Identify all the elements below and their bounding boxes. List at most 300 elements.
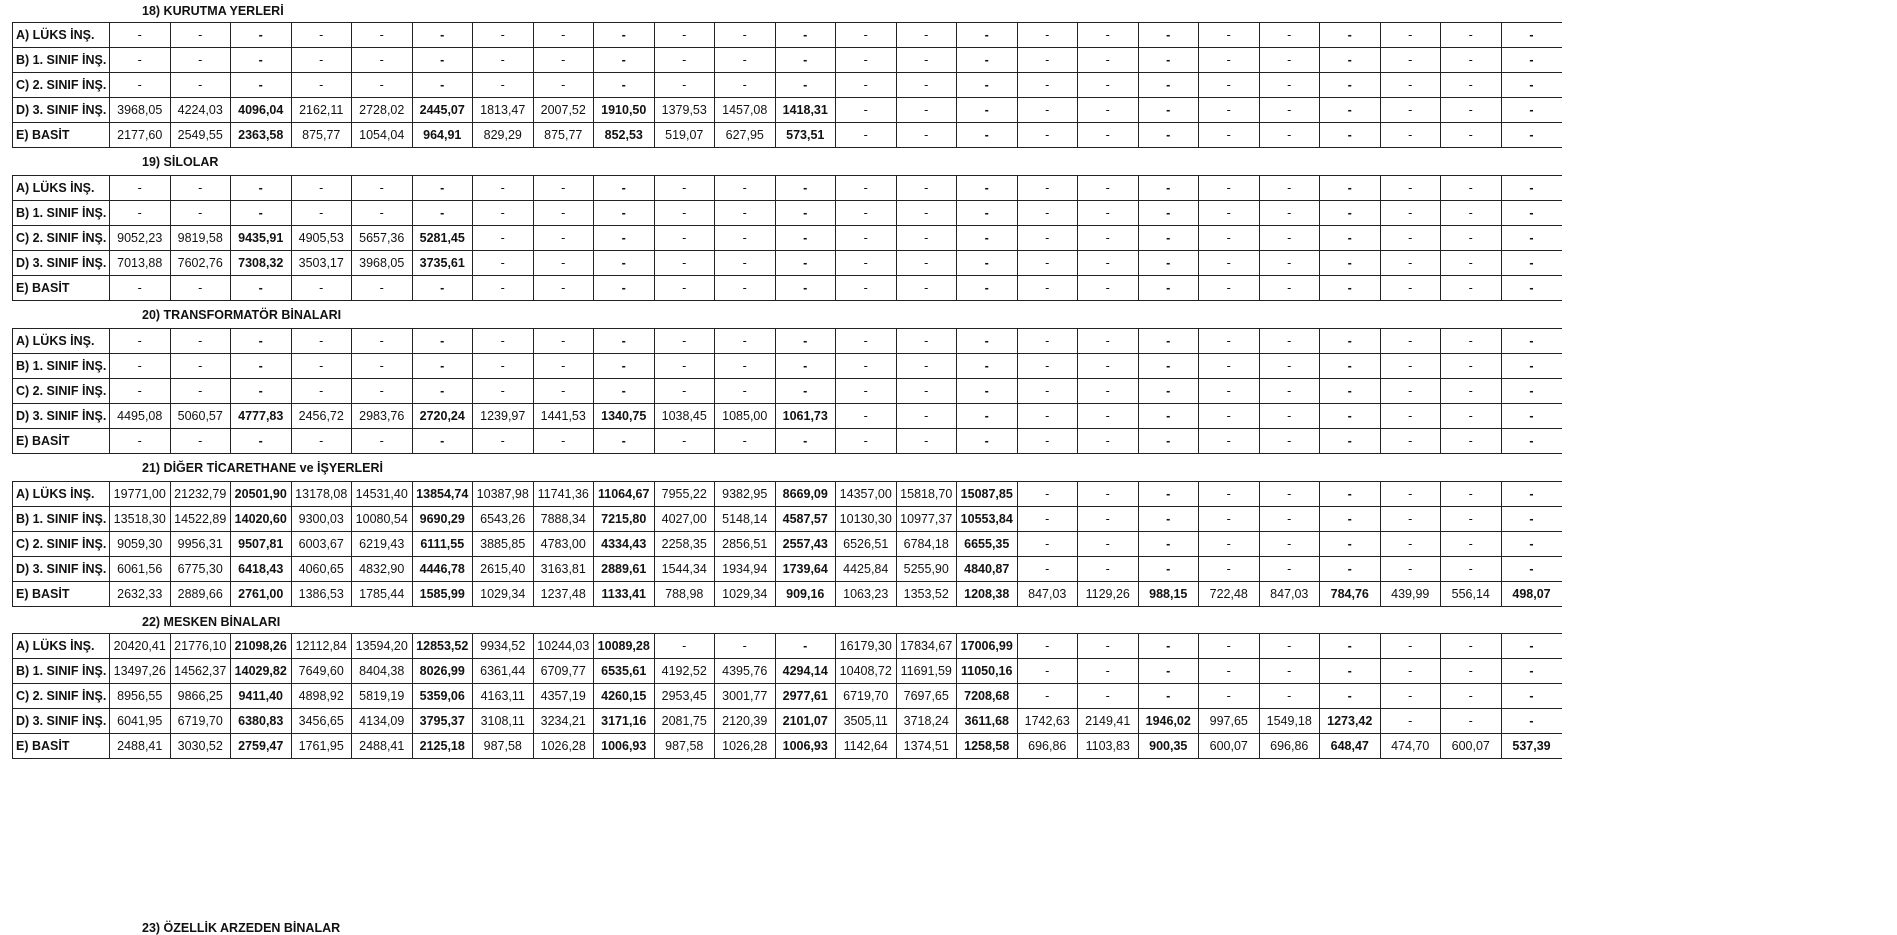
value-cell: -: [1501, 634, 1562, 659]
row-label: D) 3. SINIF İNŞ.: [13, 98, 110, 123]
value-cell: -: [1320, 557, 1381, 582]
value-cell: -: [291, 354, 352, 379]
value-cell: -: [1259, 507, 1320, 532]
value-cell: -: [896, 354, 957, 379]
value-cell: 788,98: [654, 582, 715, 607]
row-label: C) 2. SINIF İNŞ.: [13, 532, 110, 557]
value-cell: -: [1078, 684, 1139, 709]
value-cell: 1761,95: [291, 734, 352, 759]
value-cell: -: [473, 226, 534, 251]
value-cell: 12853,52: [412, 634, 473, 659]
value-cell: -: [1017, 532, 1078, 557]
value-cell: -: [1380, 659, 1441, 684]
value-cell: 3503,17: [291, 251, 352, 276]
value-cell: -: [654, 23, 715, 48]
value-cell: -: [1078, 176, 1139, 201]
value-cell: 11064,67: [594, 482, 655, 507]
value-cell: 3163,81: [533, 557, 594, 582]
value-cell: -: [896, 226, 957, 251]
value-cell: -: [957, 23, 1018, 48]
value-cell: -: [1138, 251, 1199, 276]
value-cell: 3108,11: [473, 709, 534, 734]
row-label: A) LÜKS İNŞ.: [13, 482, 110, 507]
value-cell: -: [1138, 429, 1199, 454]
value-cell: -: [1320, 379, 1381, 404]
value-cell: 2983,76: [352, 404, 413, 429]
value-cell: -: [775, 226, 836, 251]
value-cell: 4134,09: [352, 709, 413, 734]
value-cell: 1544,34: [654, 557, 715, 582]
value-cell: -: [1380, 379, 1441, 404]
value-cell: -: [1501, 379, 1562, 404]
value-cell: -: [1199, 532, 1260, 557]
value-cell: 600,07: [1441, 734, 1502, 759]
value-cell: 498,07: [1501, 582, 1562, 607]
value-cell: -: [896, 201, 957, 226]
value-cell: 3611,68: [957, 709, 1018, 734]
value-cell: -: [594, 276, 655, 301]
value-cell: -: [775, 48, 836, 73]
value-cell: -: [594, 251, 655, 276]
value-cell: 1353,52: [896, 582, 957, 607]
value-cell: 1103,83: [1078, 734, 1139, 759]
value-cell: -: [533, 429, 594, 454]
value-cell: -: [896, 276, 957, 301]
value-cell: -: [775, 276, 836, 301]
table-row: [13, 329, 1562, 354]
value-cell: -: [110, 73, 171, 98]
value-cell: 1379,53: [654, 98, 715, 123]
value-cell: -: [957, 329, 1018, 354]
value-cell: -: [896, 329, 957, 354]
table-row: [13, 176, 1562, 201]
value-cell: 6709,77: [533, 659, 594, 684]
value-cell: -: [1380, 226, 1441, 251]
value-cell: -: [1138, 48, 1199, 73]
value-cell: -: [412, 176, 473, 201]
value-cell: 7208,68: [957, 684, 1018, 709]
value-cell: 2953,45: [654, 684, 715, 709]
value-cell: -: [1320, 23, 1381, 48]
value-cell: 10130,30: [836, 507, 897, 532]
value-cell: 2549,55: [170, 123, 231, 148]
value-cell: -: [473, 354, 534, 379]
value-cell: -: [412, 48, 473, 73]
value-cell: -: [1017, 482, 1078, 507]
value-cell: -: [1380, 48, 1441, 73]
value-cell: 6535,61: [594, 659, 655, 684]
value-cell: 1129,26: [1078, 582, 1139, 607]
value-cell: -: [1199, 429, 1260, 454]
value-cell: 6655,35: [957, 532, 1018, 557]
row-label: D) 3. SINIF İNŞ.: [13, 404, 110, 429]
value-cell: 1585,99: [412, 582, 473, 607]
value-cell: -: [1320, 98, 1381, 123]
value-cell: 1386,53: [291, 582, 352, 607]
table-row: [13, 634, 1562, 659]
value-cell: -: [1320, 507, 1381, 532]
value-cell: 10977,37: [896, 507, 957, 532]
value-cell: -: [1501, 354, 1562, 379]
value-cell: -: [1078, 507, 1139, 532]
value-cell: -: [1017, 98, 1078, 123]
value-cell: -: [1380, 404, 1441, 429]
value-cell: -: [170, 429, 231, 454]
value-cell: 6775,30: [170, 557, 231, 582]
value-cell: 2557,43: [775, 532, 836, 557]
value-cell: -: [775, 251, 836, 276]
value-cell: 1418,31: [775, 98, 836, 123]
value-cell: -: [1501, 659, 1562, 684]
value-cell: 1038,45: [654, 404, 715, 429]
value-cell: -: [1259, 404, 1320, 429]
value-cell: 6719,70: [170, 709, 231, 734]
value-cell: -: [1320, 659, 1381, 684]
value-cell: -: [1078, 329, 1139, 354]
value-cell: 1549,18: [1259, 709, 1320, 734]
value-cell: -: [1199, 226, 1260, 251]
value-cell: -: [1078, 73, 1139, 98]
value-cell: -: [291, 429, 352, 454]
value-cell: 2149,41: [1078, 709, 1139, 734]
row-label: B) 1. SINIF İNŞ.: [13, 201, 110, 226]
value-cell: 1457,08: [715, 98, 776, 123]
value-cell: 987,58: [654, 734, 715, 759]
value-cell: 4060,65: [291, 557, 352, 582]
value-cell: 1237,48: [533, 582, 594, 607]
value-cell: -: [231, 201, 292, 226]
value-cell: -: [1017, 73, 1078, 98]
value-cell: -: [1441, 379, 1502, 404]
value-cell: -: [836, 201, 897, 226]
value-cell: -: [1078, 557, 1139, 582]
value-cell: -: [1017, 557, 1078, 582]
value-cell: 16179,30: [836, 634, 897, 659]
value-cell: -: [1380, 507, 1441, 532]
value-cell: -: [412, 201, 473, 226]
value-cell: 2081,75: [654, 709, 715, 734]
value-cell: 2456,72: [291, 404, 352, 429]
value-cell: -: [352, 429, 413, 454]
value-cell: -: [896, 176, 957, 201]
value-cell: 4495,08: [110, 404, 171, 429]
value-cell: -: [1078, 659, 1139, 684]
value-cell: -: [1380, 709, 1441, 734]
value-cell: -: [594, 201, 655, 226]
value-cell: -: [1259, 98, 1320, 123]
value-cell: -: [1441, 557, 1502, 582]
value-cell: -: [1380, 684, 1441, 709]
value-cell: -: [1441, 201, 1502, 226]
value-cell: -: [1199, 23, 1260, 48]
value-cell: -: [594, 73, 655, 98]
value-cell: -: [1138, 532, 1199, 557]
value-cell: -: [1078, 23, 1139, 48]
value-cell: 556,14: [1441, 582, 1502, 607]
value-cell: -: [1017, 176, 1078, 201]
value-cell: 7888,34: [533, 507, 594, 532]
value-cell: -: [473, 23, 534, 48]
value-cell: -: [775, 201, 836, 226]
value-cell: 1742,63: [1017, 709, 1078, 734]
value-cell: -: [412, 379, 473, 404]
value-cell: -: [1501, 709, 1562, 734]
value-cell: -: [1259, 659, 1320, 684]
value-cell: -: [1380, 354, 1441, 379]
value-cell: -: [957, 48, 1018, 73]
value-cell: -: [1199, 684, 1260, 709]
value-cell: 2258,35: [654, 532, 715, 557]
value-cell: 3735,61: [412, 251, 473, 276]
value-cell: -: [1017, 201, 1078, 226]
value-cell: -: [1320, 404, 1381, 429]
table-row: [13, 482, 1562, 507]
value-cell: -: [1501, 532, 1562, 557]
value-cell: -: [533, 226, 594, 251]
value-cell: 2856,51: [715, 532, 776, 557]
value-cell: -: [1138, 404, 1199, 429]
value-cell: 3968,05: [352, 251, 413, 276]
value-cell: -: [473, 429, 534, 454]
value-cell: -: [836, 329, 897, 354]
section-table: [12, 175, 1562, 301]
value-cell: 3885,85: [473, 532, 534, 557]
value-cell: -: [1441, 507, 1502, 532]
value-cell: -: [715, 23, 776, 48]
value-cell: 537,39: [1501, 734, 1562, 759]
value-cell: -: [110, 379, 171, 404]
value-cell: -: [1259, 354, 1320, 379]
table-row: [13, 201, 1562, 226]
value-cell: 7697,65: [896, 684, 957, 709]
value-cell: -: [533, 251, 594, 276]
value-cell: 6361,44: [473, 659, 534, 684]
value-cell: -: [1501, 48, 1562, 73]
value-cell: -: [1259, 23, 1320, 48]
table-row: [13, 23, 1562, 48]
value-cell: 2445,07: [412, 98, 473, 123]
table-row: [13, 226, 1562, 251]
value-cell: -: [1017, 354, 1078, 379]
section-table: [12, 633, 1562, 759]
value-cell: 1258,58: [957, 734, 1018, 759]
value-cell: -: [654, 48, 715, 73]
value-cell: -: [473, 201, 534, 226]
value-cell: -: [1199, 176, 1260, 201]
value-cell: -: [1199, 482, 1260, 507]
value-cell: -: [291, 329, 352, 354]
value-cell: -: [1259, 634, 1320, 659]
value-cell: 722,48: [1199, 582, 1260, 607]
value-cell: -: [291, 276, 352, 301]
value-cell: -: [836, 98, 897, 123]
value-cell: -: [715, 634, 776, 659]
value-cell: -: [473, 176, 534, 201]
value-cell: -: [1441, 634, 1502, 659]
table-row: [13, 684, 1562, 709]
value-cell: 1441,53: [533, 404, 594, 429]
value-cell: 1029,34: [715, 582, 776, 607]
value-cell: -: [715, 329, 776, 354]
value-cell: 4777,83: [231, 404, 292, 429]
value-cell: 875,77: [533, 123, 594, 148]
value-cell: -: [1320, 226, 1381, 251]
table-row: [13, 429, 1562, 454]
value-cell: -: [1199, 659, 1260, 684]
value-cell: -: [1320, 429, 1381, 454]
value-cell: -: [1380, 276, 1441, 301]
value-cell: -: [110, 176, 171, 201]
value-cell: -: [1199, 73, 1260, 98]
value-cell: -: [1199, 507, 1260, 532]
value-cell: 10387,98: [473, 482, 534, 507]
value-cell: -: [1320, 354, 1381, 379]
value-cell: -: [110, 354, 171, 379]
value-cell: -: [775, 379, 836, 404]
value-cell: -: [957, 201, 1018, 226]
value-cell: -: [1441, 709, 1502, 734]
value-cell: -: [957, 123, 1018, 148]
value-cell: -: [1138, 634, 1199, 659]
value-cell: -: [715, 226, 776, 251]
value-cell: -: [110, 48, 171, 73]
value-cell: 9956,31: [170, 532, 231, 557]
value-cell: -: [1078, 201, 1139, 226]
value-cell: -: [1441, 176, 1502, 201]
value-cell: -: [170, 379, 231, 404]
row-label: D) 3. SINIF İNŞ.: [13, 557, 110, 582]
value-cell: -: [352, 276, 413, 301]
value-cell: -: [231, 176, 292, 201]
section-title: 19) SİLOLAR: [142, 155, 219, 169]
row-label: B) 1. SINIF İNŞ.: [13, 48, 110, 73]
value-cell: 17006,99: [957, 634, 1018, 659]
section-title: 21) DİĞER TİCARETHANE ve İŞYERLERİ: [142, 461, 384, 475]
value-cell: -: [957, 251, 1018, 276]
table-row: [13, 659, 1562, 684]
value-cell: -: [1259, 684, 1320, 709]
value-cell: 2889,66: [170, 582, 231, 607]
value-cell: 847,03: [1017, 582, 1078, 607]
value-cell: 519,07: [654, 123, 715, 148]
value-cell: -: [836, 176, 897, 201]
value-cell: 11691,59: [896, 659, 957, 684]
value-cell: -: [594, 48, 655, 73]
value-cell: 2363,58: [231, 123, 292, 148]
value-cell: -: [1441, 659, 1502, 684]
value-cell: 573,51: [775, 123, 836, 148]
table-row: [13, 557, 1562, 582]
value-cell: -: [231, 379, 292, 404]
value-cell: -: [1441, 354, 1502, 379]
value-cell: -: [533, 354, 594, 379]
value-cell: -: [1441, 23, 1502, 48]
row-label: C) 2. SINIF İNŞ.: [13, 73, 110, 98]
value-cell: 900,35: [1138, 734, 1199, 759]
value-cell: 14531,40: [352, 482, 413, 507]
value-cell: 6061,56: [110, 557, 171, 582]
value-cell: 1340,75: [594, 404, 655, 429]
value-cell: 1006,93: [594, 734, 655, 759]
row-label: C) 2. SINIF İNŞ.: [13, 226, 110, 251]
row-label: E) BASİT: [13, 734, 110, 759]
value-cell: 875,77: [291, 123, 352, 148]
value-cell: 6719,70: [836, 684, 897, 709]
value-cell: 21776,10: [170, 634, 231, 659]
value-cell: -: [1138, 557, 1199, 582]
value-cell: 13178,08: [291, 482, 352, 507]
value-cell: -: [1441, 226, 1502, 251]
value-cell: -: [1017, 507, 1078, 532]
value-cell: -: [1441, 48, 1502, 73]
value-cell: -: [896, 23, 957, 48]
value-cell: -: [1199, 354, 1260, 379]
section-title-next: 23) ÖZELLİK ARZEDEN BİNALAR: [142, 921, 341, 935]
value-cell: -: [110, 329, 171, 354]
value-cell: 1239,97: [473, 404, 534, 429]
value-cell: 1061,73: [775, 404, 836, 429]
value-cell: -: [110, 201, 171, 226]
value-cell: 9382,95: [715, 482, 776, 507]
value-cell: -: [352, 354, 413, 379]
value-cell: 9690,29: [412, 507, 473, 532]
section-title: 18) KURUTMA YERLERİ: [142, 4, 284, 18]
value-cell: -: [594, 329, 655, 354]
value-cell: -: [896, 429, 957, 454]
value-cell: -: [775, 73, 836, 98]
value-cell: -: [896, 251, 957, 276]
table-row: [13, 276, 1562, 301]
value-cell: -: [1501, 507, 1562, 532]
value-cell: -: [352, 48, 413, 73]
value-cell: -: [715, 73, 776, 98]
value-cell: -: [1259, 329, 1320, 354]
value-cell: -: [412, 329, 473, 354]
value-cell: -: [170, 354, 231, 379]
value-cell: 2720,24: [412, 404, 473, 429]
value-cell: -: [1199, 404, 1260, 429]
row-label: D) 3. SINIF İNŞ.: [13, 709, 110, 734]
value-cell: -: [1017, 379, 1078, 404]
table-row: [13, 379, 1562, 404]
value-cell: -: [1501, 251, 1562, 276]
value-cell: 7602,76: [170, 251, 231, 276]
value-cell: -: [1017, 659, 1078, 684]
value-cell: 1946,02: [1138, 709, 1199, 734]
value-cell: -: [1380, 123, 1441, 148]
value-cell: 4395,76: [715, 659, 776, 684]
value-cell: -: [231, 48, 292, 73]
value-cell: 6111,55: [412, 532, 473, 557]
value-cell: -: [1441, 329, 1502, 354]
table-row: [13, 582, 1562, 607]
value-cell: 7649,60: [291, 659, 352, 684]
value-cell: 2120,39: [715, 709, 776, 734]
value-cell: -: [1078, 98, 1139, 123]
value-cell: -: [1199, 98, 1260, 123]
value-cell: 7013,88: [110, 251, 171, 276]
value-cell: 11050,16: [957, 659, 1018, 684]
value-cell: -: [412, 276, 473, 301]
value-cell: 2759,47: [231, 734, 292, 759]
value-cell: -: [1199, 634, 1260, 659]
value-cell: 21098,26: [231, 634, 292, 659]
section-table: [12, 481, 1562, 607]
value-cell: -: [836, 73, 897, 98]
value-cell: 4898,92: [291, 684, 352, 709]
value-cell: -: [1138, 507, 1199, 532]
value-cell: -: [836, 354, 897, 379]
